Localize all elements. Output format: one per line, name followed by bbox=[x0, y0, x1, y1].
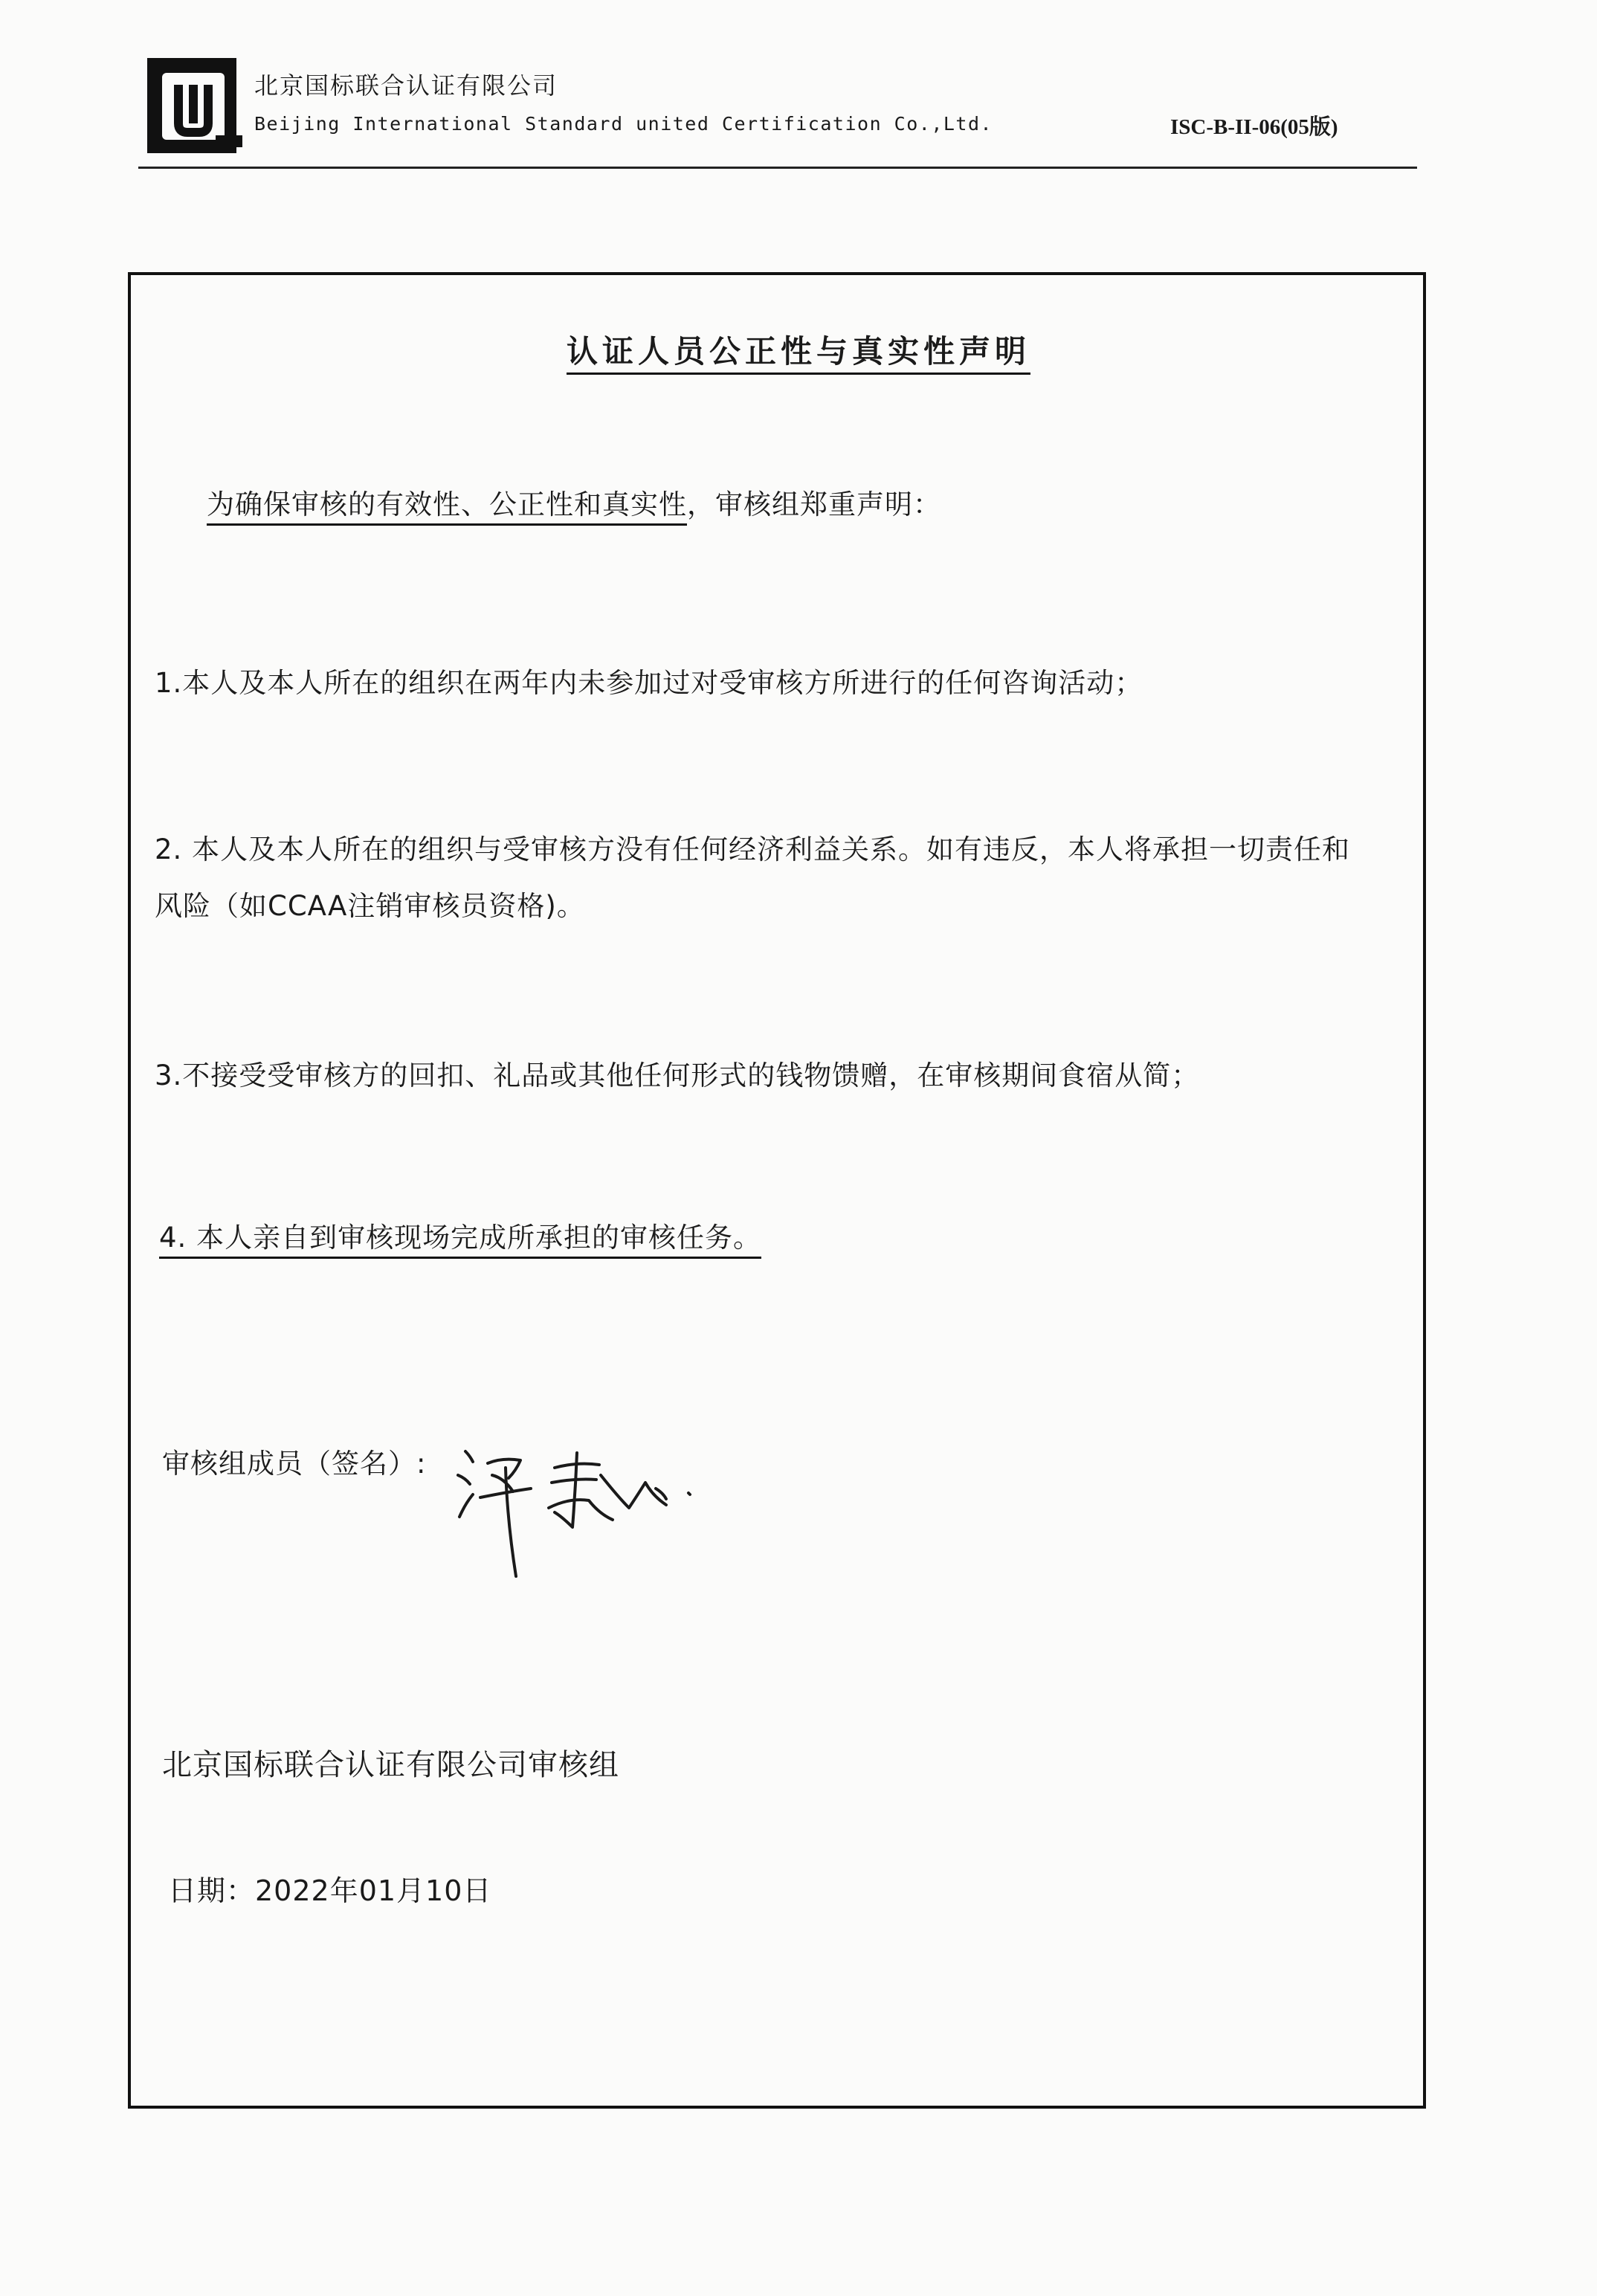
company-name-en: Beijing International Standard united Certification Co.,Ltd. bbox=[254, 113, 993, 135]
declaration-item-1: 1.本人及本人所在的组织在两年内未参加过对受审核方所进行的任何咨询活动； bbox=[155, 667, 1143, 699]
auditing-organization: 北京国标联合认证有限公司审核组 bbox=[162, 1748, 619, 1782]
intro-paragraph bbox=[207, 488, 941, 520]
declaration-item-4-text: 4. 本人亲自到审核现场完成所承担的审核任务。 bbox=[159, 1222, 761, 1259]
handwritten-signature bbox=[443, 1445, 711, 1594]
document-code: ISC-B-II-06(05版) bbox=[1170, 115, 1338, 139]
signature-label: 审核组成员（签名）: bbox=[162, 1448, 427, 1480]
intro-underlined-text: 为确保审核的有效性、公正性和真实性 bbox=[207, 488, 687, 526]
declaration-item-4 bbox=[159, 1222, 762, 1254]
document-title bbox=[0, 327, 1597, 372]
header-divider bbox=[138, 167, 1417, 169]
declaration-frame bbox=[128, 272, 1426, 2109]
document-title-text: 认证人员公正性与真实性声明 bbox=[567, 333, 1030, 375]
declaration-item-2-line-1: 2. 本人及本人所在的组织与受审核方没有任何经济利益关系。如有违反，本人将承担一切责任和 bbox=[155, 833, 1351, 865]
declaration-item-2-line-2: 风险（如CCAA注销审核员资格)。 bbox=[155, 890, 585, 922]
company-logo bbox=[144, 55, 248, 159]
declaration-date: 日期：2022年01月10日 bbox=[168, 1874, 492, 1907]
company-name-cn: 北京国标联合认证有限公司 bbox=[254, 71, 558, 100]
declaration-item-3: 3.不接受受审核方的回扣、礼品或其他任何形式的钱物馈赠，在审核期间食宿从简； bbox=[155, 1060, 1200, 1091]
intro-rest-text: ，审核组郑重声明： bbox=[687, 488, 941, 520]
